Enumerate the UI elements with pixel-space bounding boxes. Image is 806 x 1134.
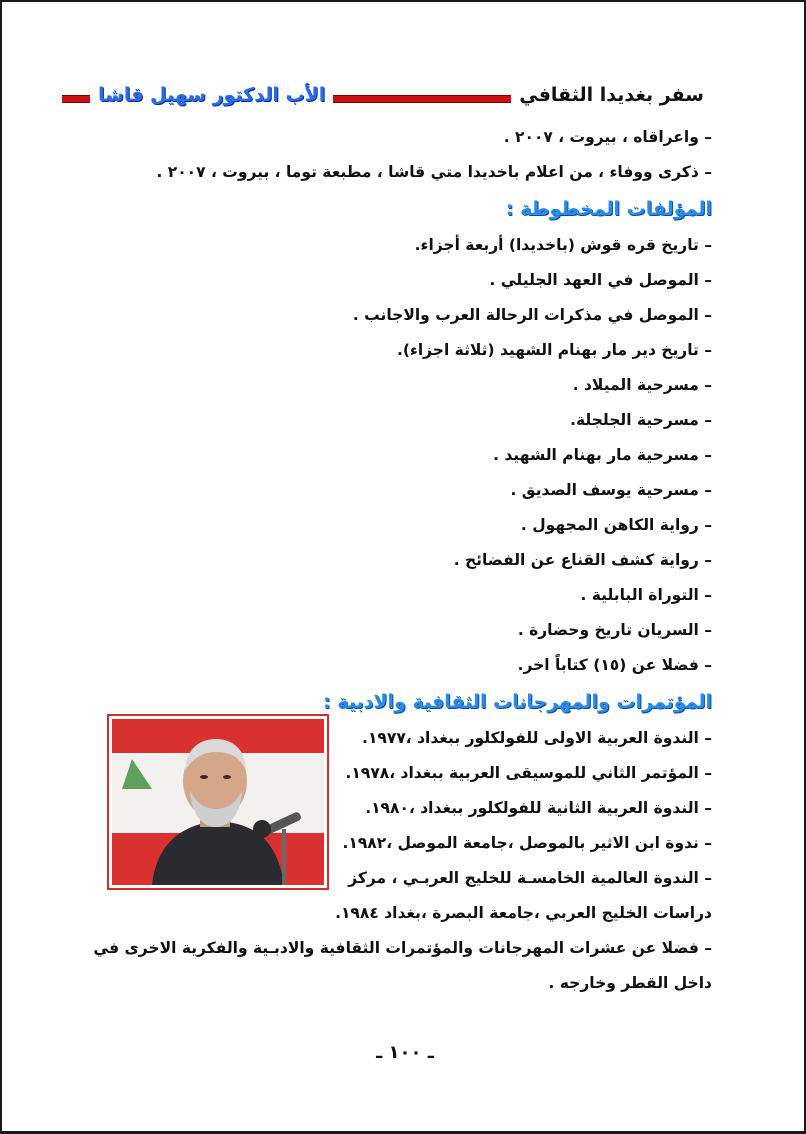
page-header	[62, 80, 712, 110]
list-item: – تاريخ قره قوش (باخديدا) أربعة أجزاء.	[414, 236, 712, 254]
list-item: – السريان تاريخ وحضارة .	[517, 621, 712, 639]
list-item: – مسرحية الجلجلة.	[570, 411, 712, 429]
list-item: – مسرحية الميلاد .	[572, 376, 712, 394]
section-heading-manuscripts: المؤلفات المخطوطة :	[505, 198, 712, 220]
list-item: – الموصل في مذكرات الرحالة العرب والاجانب .	[352, 306, 712, 324]
list-item: – الموصل في العهد الجليلي .	[489, 271, 712, 289]
list-item: – الندوة العربية الاولى للفولكلور ببغداد ،١٩٧٧.	[362, 729, 712, 747]
list-item: – الندوة العربية الثانية للفولكلور ببغداد ،١٩٨٠.	[365, 799, 712, 817]
list-item: – التوراة البابلية .	[580, 586, 712, 604]
closing-paragraph: – فضلا عن عشرات المهرجانات والمؤتمرات الثقافية والادبـية والفكرية الاخرى في داخل القطر وخارجه .	[93, 939, 712, 992]
book-title: سفر بغديدا الثقافي	[511, 80, 712, 110]
text-line: – ذكرى ووفاء ، من اعلام باخديدا متي قاشا ، مطبعة توما ، بيروت ، ٢٠٠٧ .	[156, 163, 712, 181]
page-number: ـ ١٠٠ ـ	[376, 1042, 434, 1063]
list-item: – رواية كشف القناع عن الفضائح .	[453, 551, 712, 569]
list-item: – تاريخ دير مار بهنام الشهيد (ثلاثة اجزاء).	[396, 341, 712, 359]
author-name: الأب الدكتور سهيل قاشا	[90, 80, 333, 110]
list-item: دراسات الخليج العربي ،جامعة البصرة ،بغداد ١٩٨٤.	[335, 904, 712, 922]
list-item: – مسرحية مار بهنام الشهيد .	[493, 446, 712, 464]
text-line: – واعراقاه ، بيروت ، ٢٠٠٧ .	[503, 128, 712, 146]
list-item: – رواية الكاهن المجهول .	[520, 516, 712, 534]
list-item: – المؤتمر الثاني للموسيقى العربية ببغداد ،١٩٧٨.	[345, 764, 712, 782]
portrait-illustration	[112, 719, 324, 885]
section-heading-conferences: المؤتمرات والمهرجانات الثقافية والادبية :	[323, 691, 712, 713]
list-item: – فضلا عن (١٥) كتاباً اخر.	[517, 656, 712, 674]
author-photo	[107, 714, 329, 890]
list-item: – مسرحية يوسف الصديق .	[510, 481, 712, 499]
list-item: – ندوة ابن الاثير بالموصل ،جامعة الموصل ،١٩٨٢.	[342, 834, 712, 852]
list-item: – الندوة العالمية الخامسـة للخليج العربـي ، مركز	[348, 869, 712, 887]
